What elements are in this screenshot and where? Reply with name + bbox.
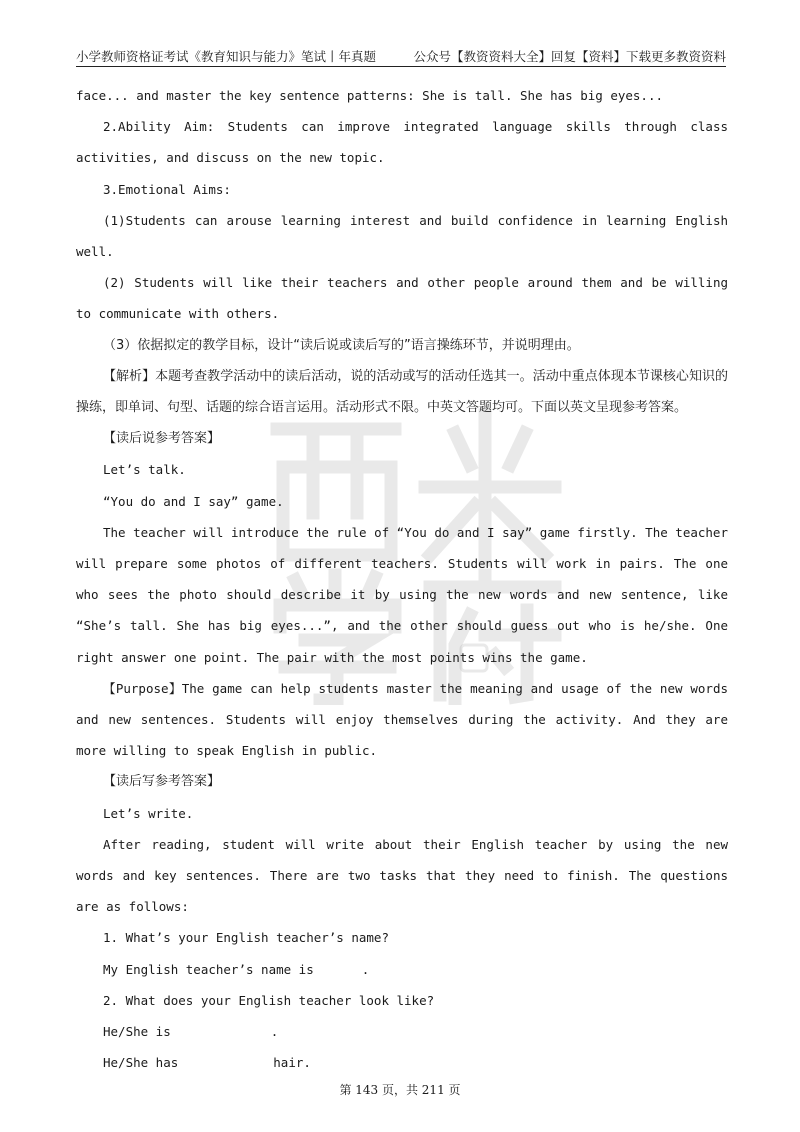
answer-prompt: He/She has [103, 1055, 179, 1071]
paragraph: (2) Students will like their teachers and other people around them and be willing to communicate with others. [76, 275, 728, 322]
page-header [76, 44, 726, 67]
question-text: （3）依据拟定的教学目标，设计“读后说或读后写的”语言操练环节，并说明理由。 [103, 337, 580, 353]
section-heading: 【读后说参考答案】 [103, 431, 221, 447]
answer-end: hair. [273, 1055, 311, 1071]
purpose-paragraph: 【Purpose】The game can help students master the meaning and usage of the new words and new sentences. Students will enjoy themselves during the activity. And they are more willing to speak English in public. [76, 680, 728, 759]
answer-end: . [270, 1024, 279, 1040]
paragraph: 3.Emotional Aims: [103, 181, 231, 197]
question-item: 2. What does your English teacher look like? [103, 992, 435, 1008]
section-heading: 【读后写参考答案】 [103, 774, 221, 790]
document-body [76, 80, 728, 1079]
answer-line [76, 1016, 728, 1047]
answer-prompt: My English teacher’s name is [103, 961, 314, 977]
paragraph: (1)Students can arouse learning interest and build confidence in learning English well. [76, 212, 728, 260]
header-title: 小学教师资格证考试《教育知识与能力》笔试丨年真题 [76, 49, 377, 64]
answer-prompt: He/She is [103, 1024, 171, 1040]
paragraph: After reading, student will write about their English teacher by using the new words and key sentences. There are two tasks that they need to finish. The questions are as follows: [76, 836, 728, 915]
page-number: 第 143 页，共 211 页 [339, 1083, 461, 1097]
paragraph: 2.Ability Aim: Students can improve integrated language skills through class activities, and discuss on the new topic. [76, 119, 728, 166]
paragraph: “You do and I say” game. [103, 493, 284, 509]
paragraph: Let’s talk. [103, 462, 186, 478]
question-item: 1. What’s your English teacher’s name? [103, 930, 389, 946]
analysis-text: 【解析】本题考查教学活动中的读后活动，说的活动或写的活动任选其一。活动中重点体现本节课核心知识的操练，即单词、句型、话题的综合语言运用。活动形式不限。中英文答题均可。下面以英文呈现参考答案。 [76, 368, 728, 416]
paragraph: The teacher will introduce the rule of “You do and I say” game firstly. The teacher will prepare some photos of different teachers. Students will work in pairs. The one who sees the photo should describe it by using the new words and new sentence, like “She’s tall. She has big eyes...”, and the other should guess out who is he/she. One right answer one point. The pair with the most points wins the game. [76, 524, 728, 665]
paragraph: face... and master the key sentence patterns: She is tall. She has big eyes... [76, 88, 663, 103]
answer-line [76, 1047, 728, 1078]
answer-end: . [361, 961, 370, 977]
header-promo: 公众号【教资资料大全】回复【资料】下载更多教资资料 [413, 49, 726, 64]
answer-line [76, 954, 728, 985]
paragraph: Let’s write. [103, 805, 194, 821]
